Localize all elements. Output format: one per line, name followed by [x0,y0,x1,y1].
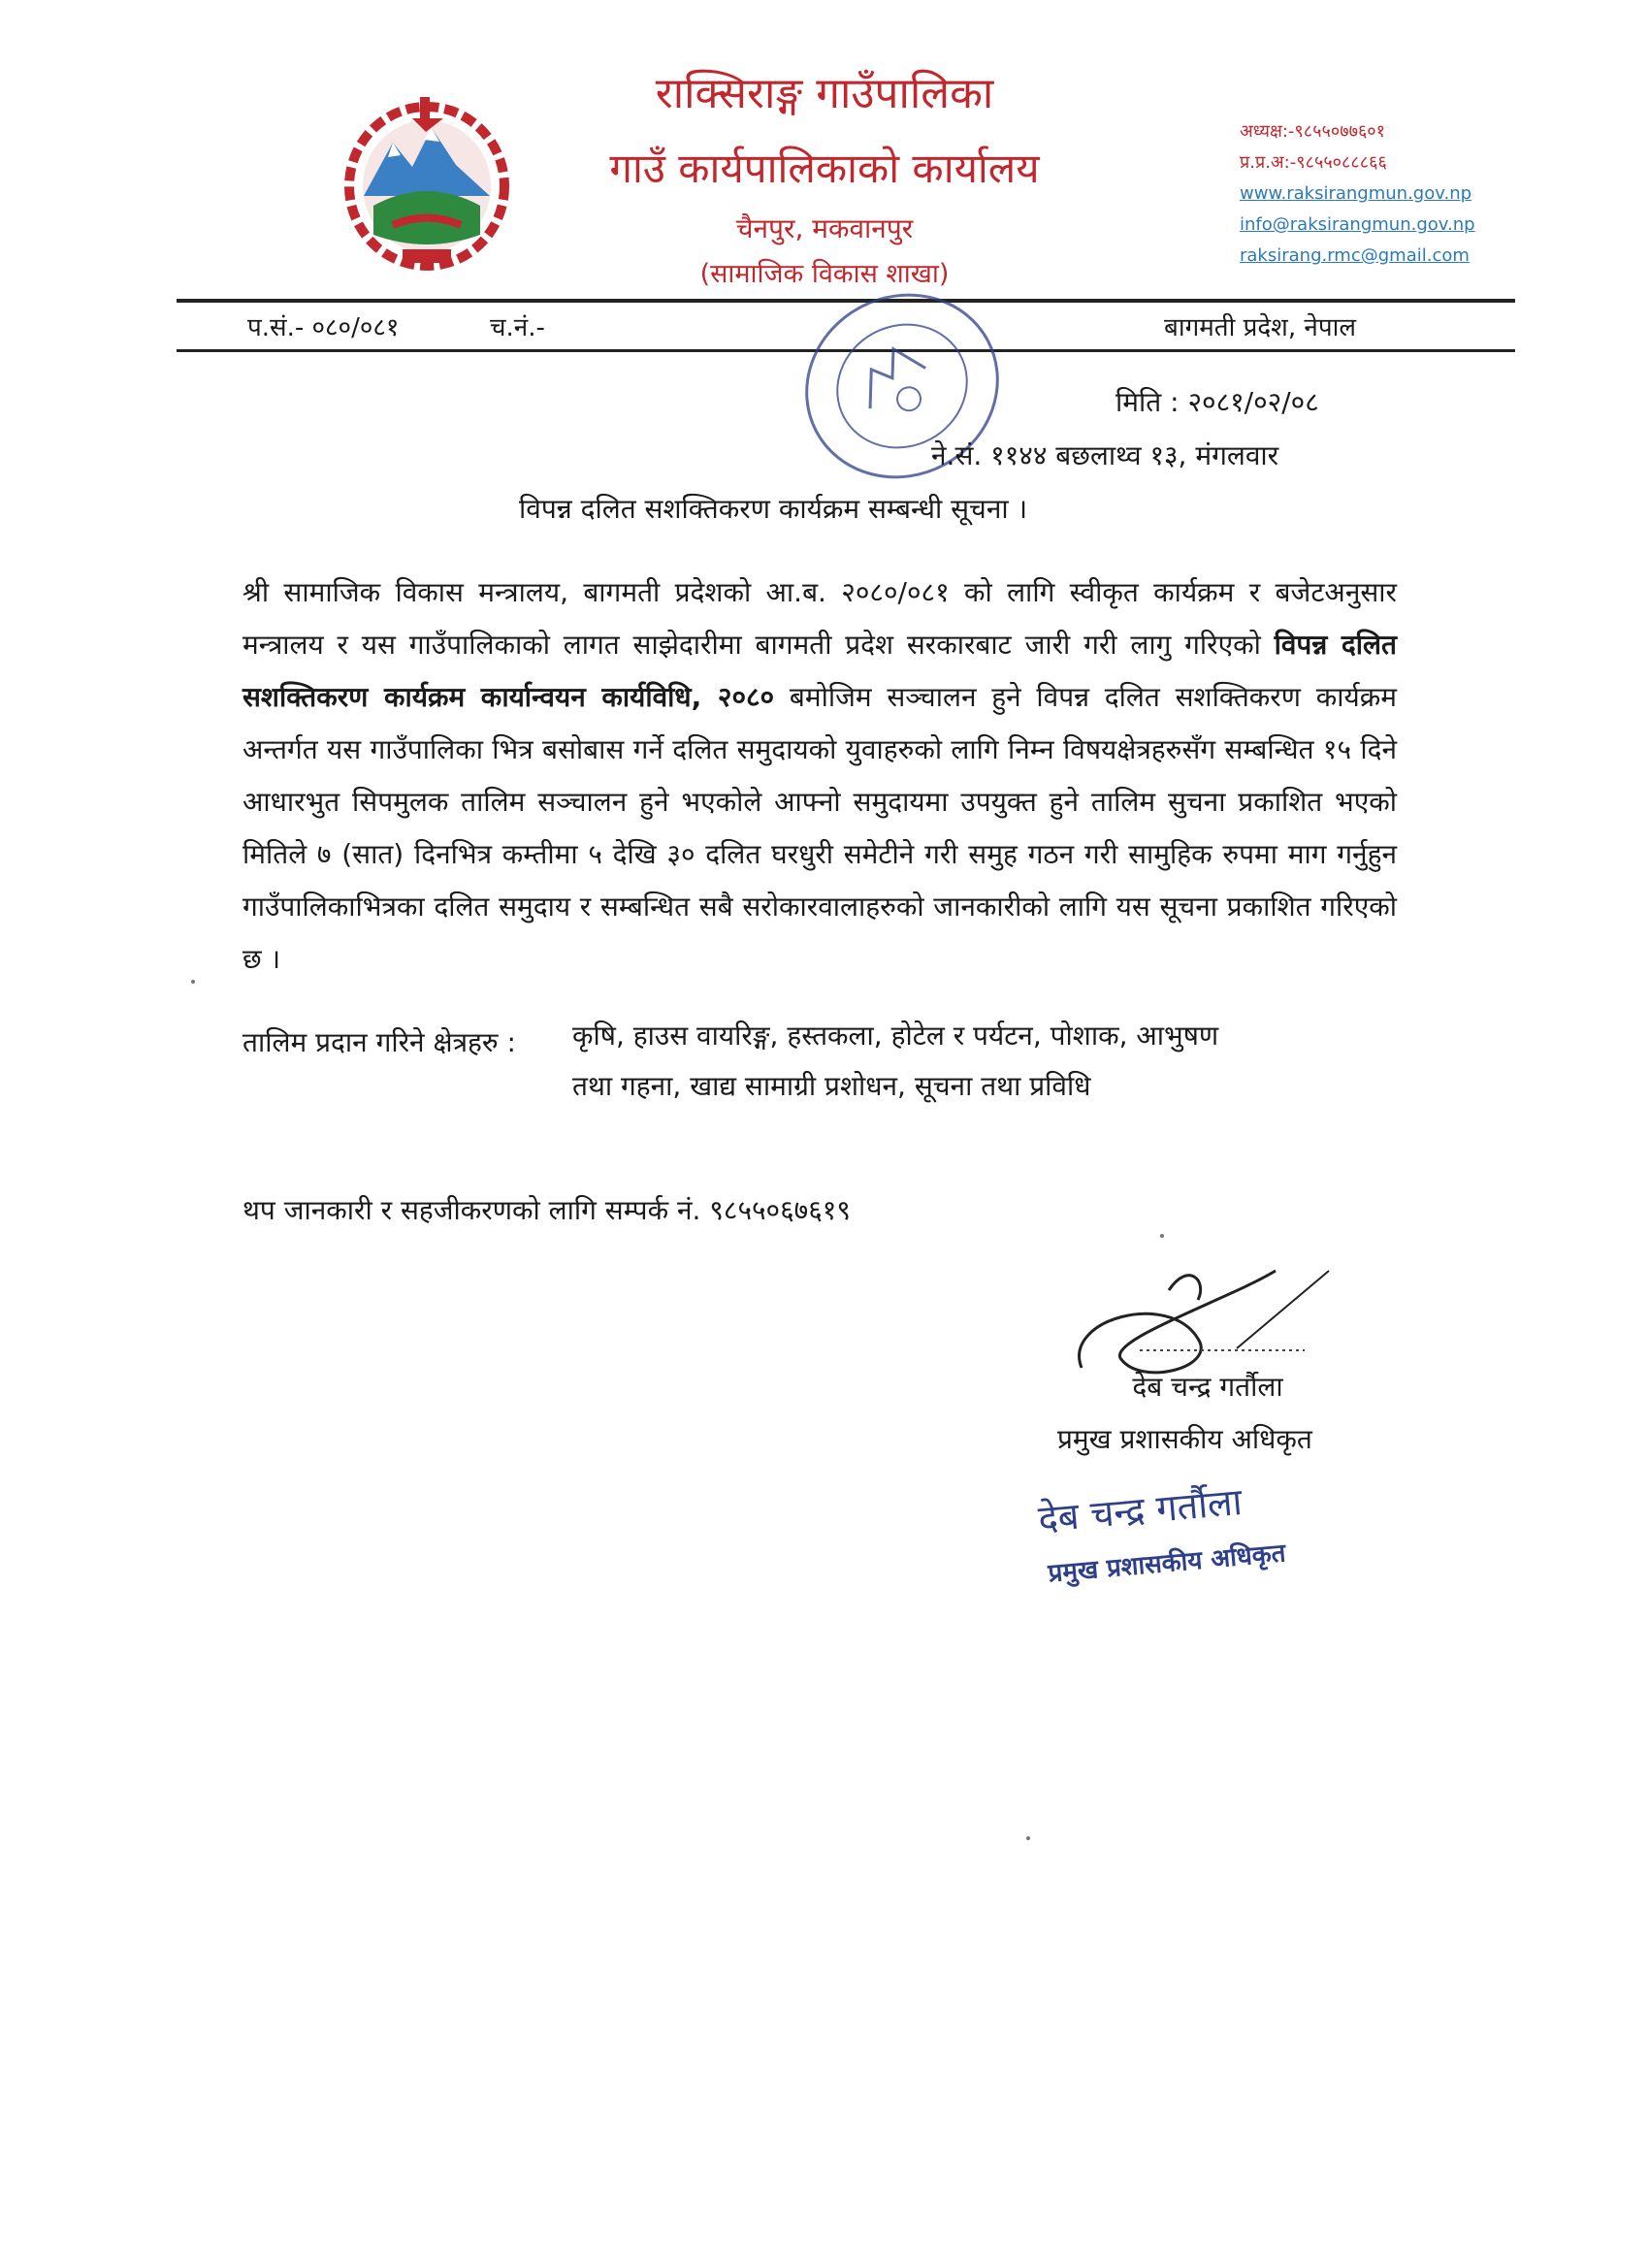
email-alt-link[interactable]: raksirang.rmc@gmail.com [1240,245,1470,266]
scan-speck [1026,1836,1030,1840]
contact-block [1240,116,1492,272]
notice-subject: विपन्न दलित सशक्तिकरण कार्यक्रम सम्बन्धी सूचना । [519,493,1028,525]
signer-stamp-title: प्रमुख प्रशासकीय अधिकृत [1047,1539,1287,1589]
contact-info-line: थप जानकारी र सहजीकरणको लागि सम्पर्क नं. ९८५५०६७६१९ [242,1194,851,1226]
office-subtitle: गाउँ कार्यपालिकाको कार्यालय [609,145,1040,192]
email-link[interactable]: info@raksirangmun.gov.np [1240,214,1475,235]
notice-body [242,567,1397,986]
training-areas-line1: कृषि, हाउस वायरिङ्ग, हस्तकला, होटेल र पर्यटन, पोशाक, आभुषण [572,1020,1219,1052]
body-text-part1: श्री सामाजिक विकास मन्त्रालय, बागमती प्रदेशको आ.ब. २०८०/०८१ को लागि स्वीकृत कार्यक्रम र बजेटअनुसार मन्त्रालय र यस गाउँपालिकाको लागत साझेदारीमा बागमती प्रदेश सरकारबाट जारी गरी लागु गरिएको [242,576,1397,661]
date-nepal-sambat: ने.सं. ११४४ बछलाथ्व १३, मंगलवार [931,439,1279,471]
body-text-part2: बमोजिम सञ्चालन हुने विपन्न दलित सशक्तिकरण कार्यक्रम अन्तर्गत यस गाउँपालिका भित्र बसोबास गर्ने दलित समुदायको युवाहरुको लागि निम्न विषयक्षेत्रहरुसँग सम्बन्धित १५ दिने आधारभुत सिपमुलक तालिम सञ्चालन हुने भएकोले आफ्नो समुदायमा उपयुक्त हुने तालिम सुचना प्रकाशित भएको मितिले ७ (सात) दिनभित्र कम्तीमा ५ देखि ३० दलित घरधुरी समेटीने गरी समुह गठन गरी सामुहिक रुपमा माग गर्नुहुन गाउँपालिकाभित्रका दलित समुदाय र सम्बन्धित सबै सरोकारवालाहरुको जानकारीको लागि यस सूचना प्रकाशित गरिएको छ । [242,681,1397,975]
training-areas-line2: तथा गहना, खाद्य सामाग्री प्रशोधन, सूचना तथा प्रविधि [572,1070,1091,1102]
dispatch-number: च.नं.- [490,313,545,342]
nepal-emblem-logo [335,89,519,274]
scan-speck [191,980,195,984]
signer-title: प्रमुख प्रशासकीय अधिकृत [1057,1423,1312,1455]
body-text-bold: विपन्न दलित सशक्तिकरण कार्यक्रम कार्यान्वयन कार्यविधि, २०८० [242,629,1397,713]
cao-phone: प्र.प्र.अ:-९८५५०८८८६६ [1240,152,1387,173]
office-section: (सामाजिक विकास शाखा) [699,259,950,289]
training-label: तालिम प्रदान गरिने क्षेत्रहरु : [242,1026,516,1058]
chair-phone: अध्यक्ष:-९८५५०७७६०१ [1240,121,1386,142]
scan-speck [1160,1234,1164,1238]
website-link[interactable]: www.raksirangmun.gov.np [1240,183,1472,204]
office-name: राक्सिराङ्ग गाउँपालिका [655,69,994,118]
office-address: चैनपुर, मकवानपुर [735,212,914,244]
signer-name: देब चन्द्र गर्तौला [1132,1371,1283,1403]
province-label: बागमती प्रदेश, नेपाल [1164,313,1356,342]
reference-number: प.सं.- ०८०/०८१ [247,313,400,342]
signer-stamp-name: देब चन्द्र गर्तौला [1036,1479,1245,1541]
date-bs: मिति : २०८१/०२/०८ [1116,386,1319,418]
